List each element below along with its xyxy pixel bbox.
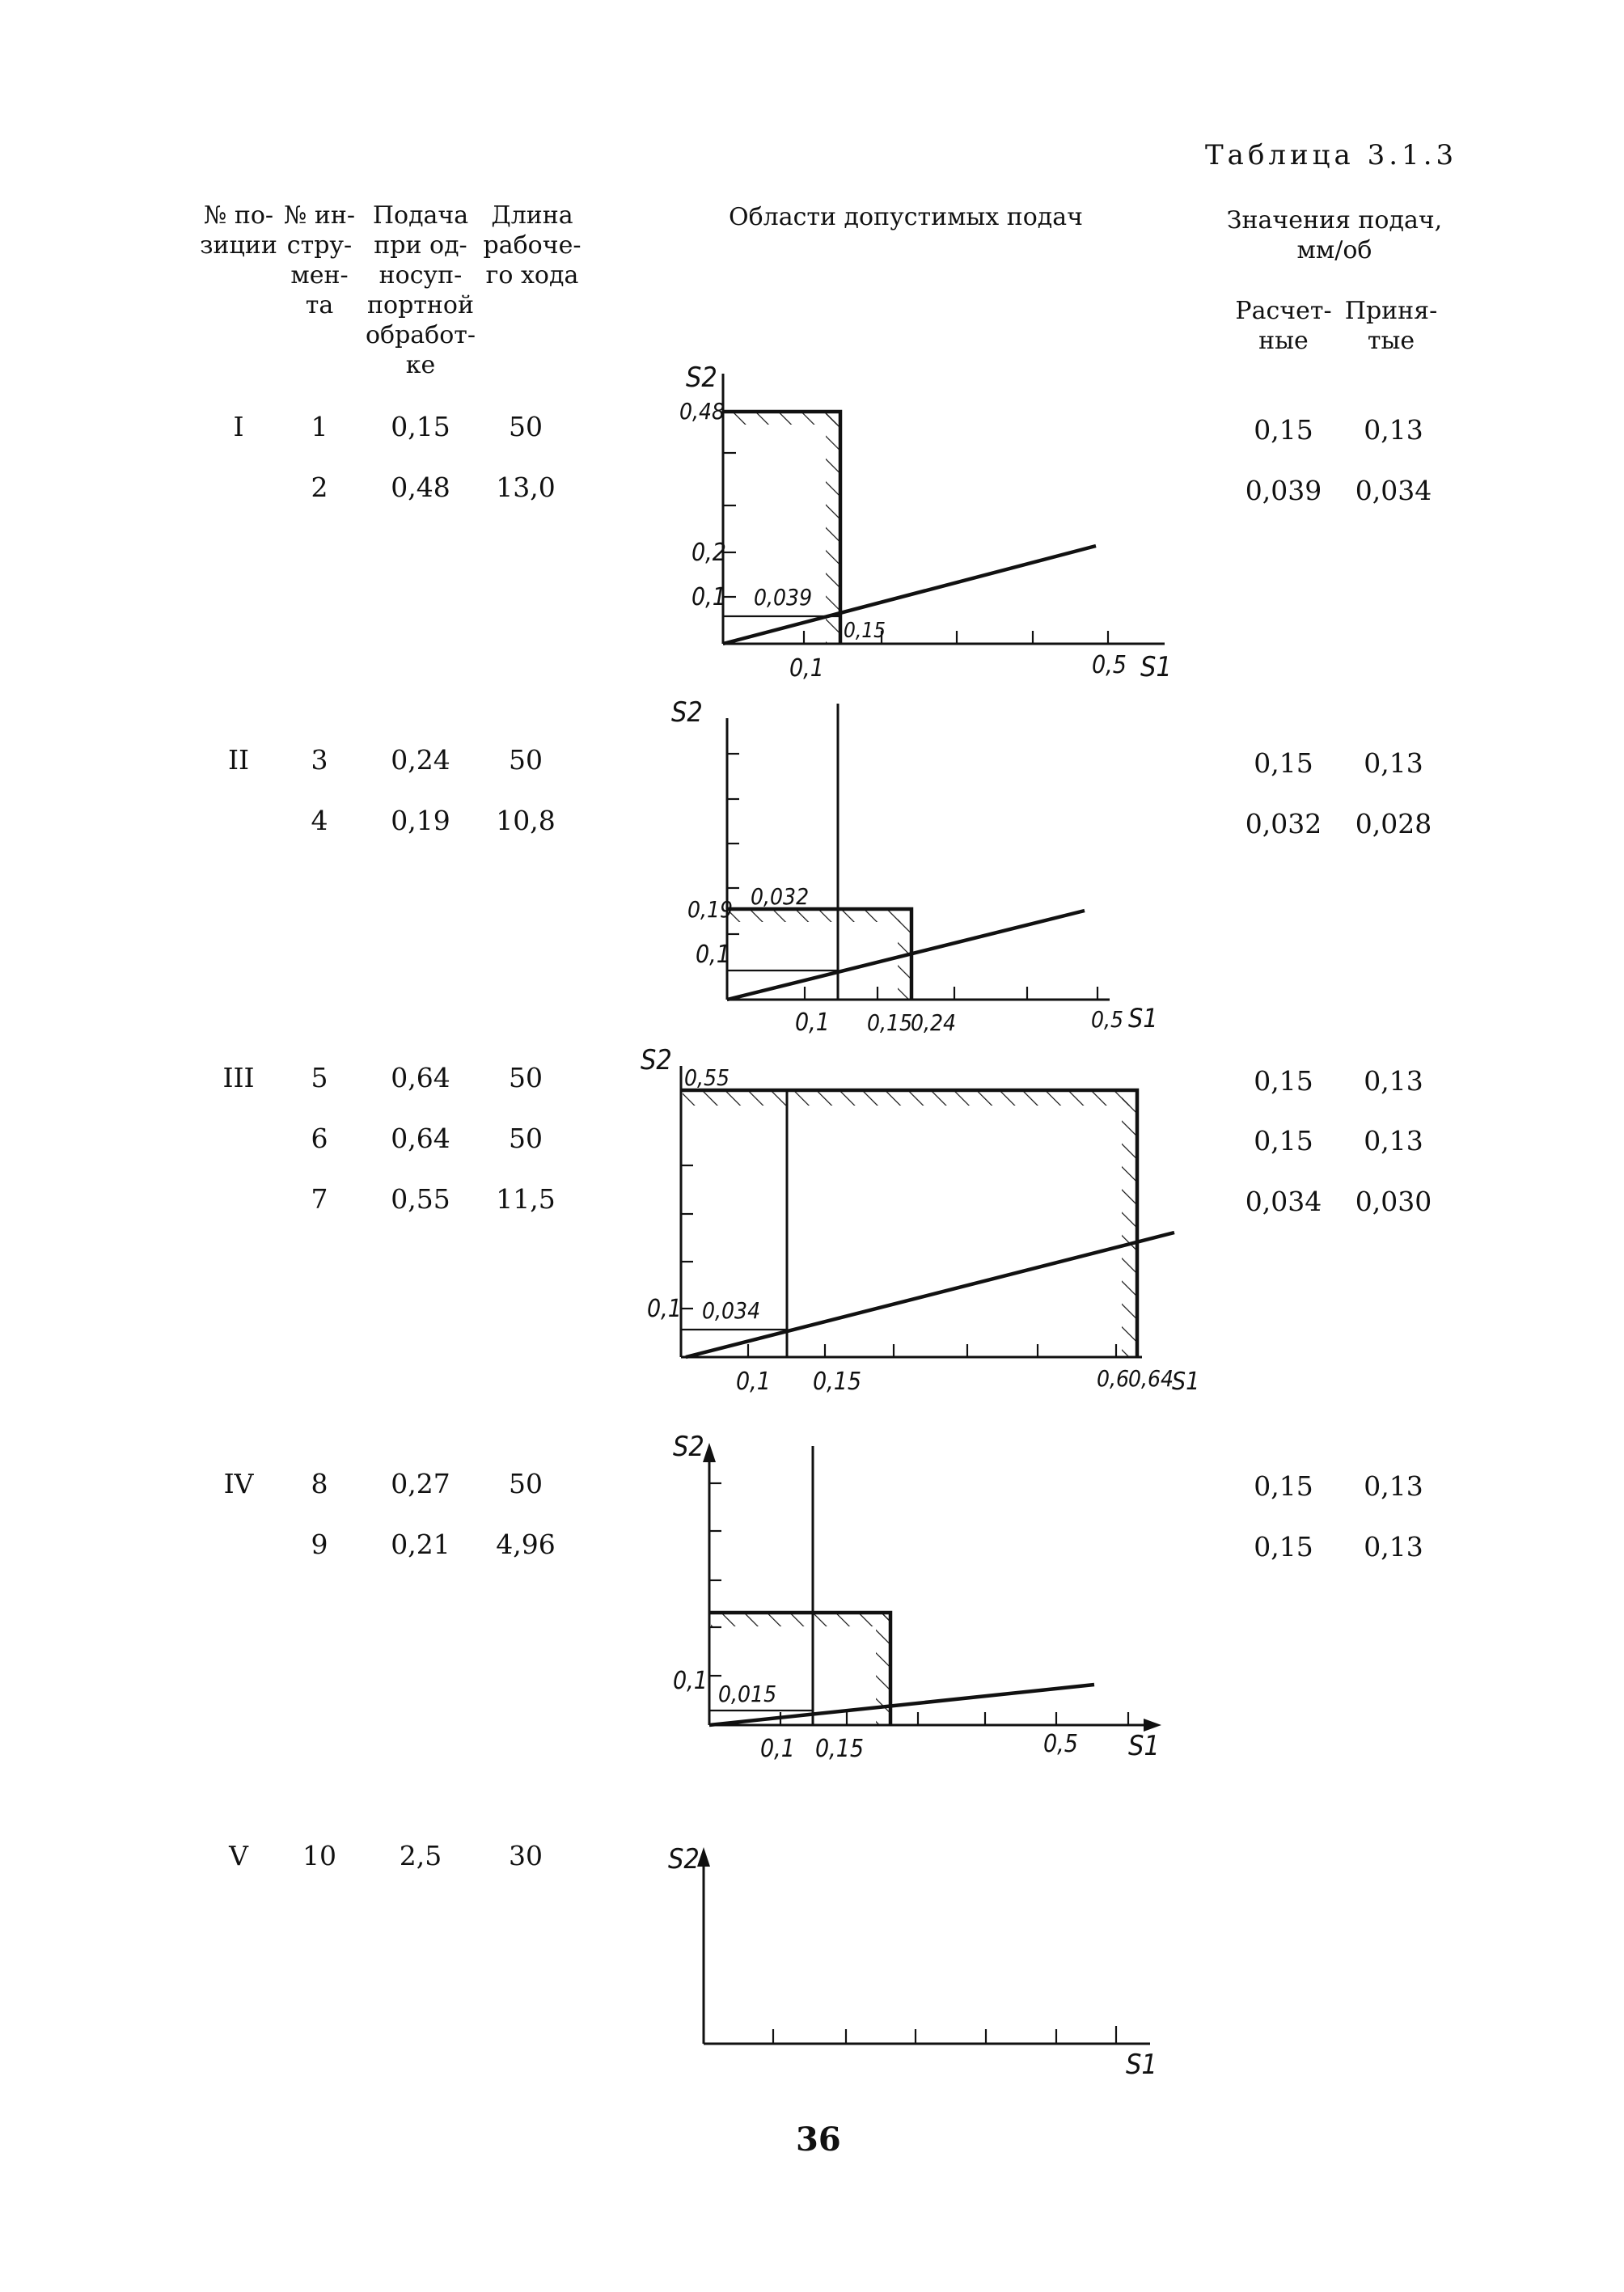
header-line: № ин- — [283, 201, 356, 230]
x-tick-label: 0,1 — [760, 1735, 795, 1763]
page-number: 36 — [796, 2121, 841, 2159]
y-axis-label: S2 — [673, 1431, 704, 1463]
cell-accepted: 0,13 — [1364, 1065, 1423, 1097]
cell-length: 30 — [509, 1840, 543, 1871]
cell-position: III — [222, 1062, 255, 1093]
cell-feed: 0,15 — [391, 411, 450, 442]
header-line: № по- — [203, 201, 274, 230]
cell-feed: 0,48 — [391, 472, 450, 503]
cell-length: 50 — [509, 744, 543, 776]
x-axis-label: S1 — [1128, 1730, 1160, 1762]
header-line: при од- — [374, 231, 467, 260]
cell-calculated: 0,034 — [1245, 1186, 1322, 1217]
header-line: портной — [367, 291, 474, 319]
header-line: та — [305, 291, 334, 319]
cell-tool: 1 — [311, 411, 328, 442]
cell-accepted: 0,13 — [1364, 1125, 1423, 1157]
point-label: 0,034 — [702, 1297, 761, 1324]
y-tick-label: 0,55 — [684, 1064, 730, 1091]
y-tick-label: 0,1 — [696, 941, 730, 969]
cell-feed: 2,5 — [399, 1840, 442, 1871]
header-line: мм/об — [1296, 236, 1372, 264]
cell-tool: 10 — [302, 1840, 336, 1871]
cell-accepted: 0,030 — [1355, 1186, 1432, 1217]
cell-length: 11,5 — [496, 1183, 556, 1215]
x-tick-label: 0,24 — [911, 1009, 957, 1036]
cell-tool: 6 — [311, 1123, 328, 1154]
y-axis-label: S2 — [671, 696, 703, 729]
x-tick-label: 0,6 — [1097, 1365, 1130, 1392]
header-line: Подача — [372, 201, 469, 230]
cell-tool: 7 — [311, 1183, 328, 1215]
y-tick-label: 0,2 — [691, 539, 726, 567]
y-tick-label: 0,1 — [691, 583, 726, 611]
point-label: 0,039 — [754, 584, 813, 611]
header-line: рабоче- — [483, 231, 582, 260]
header-line: мен- — [290, 261, 349, 290]
cell-calculated: 0,15 — [1254, 1125, 1313, 1157]
cell-position: II — [227, 744, 250, 776]
header-line: го хода — [485, 261, 579, 290]
y-tick-label: 0,19 — [687, 896, 734, 923]
cell-accepted: 0,13 — [1364, 414, 1423, 446]
x-region-label: 0,15 — [844, 619, 886, 643]
y-axis-label: S2 — [686, 362, 717, 394]
cell-length: 50 — [509, 1062, 543, 1093]
table-title: Таблица 3.1.3 — [1205, 139, 1458, 171]
y-tick-label: 0,1 — [673, 1667, 708, 1695]
x-tick-label: 0,5 — [1091, 1006, 1124, 1033]
header-line: обработ- — [365, 321, 476, 349]
cell-tool: 2 — [311, 472, 328, 503]
header-line: Приня- — [1344, 297, 1438, 325]
x-tick-label: 0,64 — [1128, 1365, 1174, 1392]
cell-length: 10,8 — [496, 805, 556, 836]
cell-feed: 0,21 — [391, 1529, 450, 1560]
header-line: стру- — [286, 231, 353, 260]
cell-feed: 0,64 — [391, 1062, 450, 1093]
cell-accepted: 0,13 — [1364, 747, 1423, 779]
cell-accepted: 0,028 — [1355, 808, 1432, 839]
header-line: ке — [405, 351, 436, 379]
cell-length: 50 — [509, 411, 543, 442]
cell-calculated: 0,032 — [1245, 808, 1322, 839]
x-tick-label: 0,1 — [789, 654, 824, 683]
cell-tool: 4 — [311, 805, 328, 836]
cell-position: IV — [223, 1468, 254, 1499]
x-tick-label: 0,15 — [813, 1368, 862, 1396]
cell-accepted: 0,034 — [1355, 475, 1432, 506]
cell-calculated: 0,15 — [1254, 1065, 1313, 1097]
axes — [697, 1847, 1150, 2044]
cell-position: V — [229, 1840, 248, 1871]
y-axis-label: S2 — [641, 1044, 672, 1076]
header-line: Расчет- — [1235, 297, 1332, 325]
x-tick-label: 0,15 — [815, 1735, 865, 1763]
cell-calculated: 0,039 — [1245, 475, 1322, 506]
y-axis-label: S2 — [668, 1843, 700, 1875]
header-line: носуп- — [379, 261, 463, 290]
header-line: зиции — [200, 231, 277, 260]
cell-tool: 5 — [311, 1062, 328, 1093]
cell-tool: 8 — [311, 1468, 328, 1499]
cell-calculated: 0,15 — [1254, 1531, 1313, 1563]
x-ticks — [773, 2026, 1116, 2044]
cell-feed: 0,24 — [391, 744, 450, 776]
x-axis-label: S1 — [1140, 651, 1172, 683]
x-axis-label: S1 — [1128, 1003, 1158, 1034]
x-tick-label: 0,1 — [795, 1009, 830, 1037]
cell-length: 13,0 — [496, 472, 556, 503]
x-axis-label: S1 — [1126, 2049, 1157, 2081]
x-axis-label: S1 — [1172, 1368, 1200, 1396]
point-label: 0,032 — [751, 883, 810, 910]
cell-tool: 9 — [311, 1529, 328, 1560]
header-line: ные — [1258, 327, 1309, 355]
cell-position: I — [233, 411, 244, 442]
cell-tool: 3 — [311, 744, 328, 776]
cell-length: 50 — [509, 1468, 543, 1499]
cell-length: 4,96 — [496, 1529, 556, 1560]
header-regions: Области допустимых подач — [728, 203, 1084, 231]
cell-accepted: 0,13 — [1364, 1470, 1423, 1502]
cell-length: 50 — [509, 1123, 543, 1154]
x-tick-label: 0,5 — [1043, 1730, 1078, 1758]
point-label: 0,015 — [718, 1681, 777, 1707]
y-tick-label: 0,1 — [647, 1295, 682, 1323]
cell-feed: 0,19 — [391, 805, 450, 836]
cell-feed: 0,55 — [391, 1183, 450, 1215]
cell-calculated: 0,15 — [1254, 747, 1313, 779]
x-tick-label: 0,1 — [736, 1368, 771, 1396]
cell-feed: 0,27 — [391, 1468, 450, 1499]
y-tick-label: 0,48 — [679, 398, 725, 425]
header-line: Значения подач, — [1226, 206, 1443, 235]
x-tick-label: 0,15 — [867, 1009, 913, 1036]
header-line: тые — [1367, 327, 1415, 355]
cell-accepted: 0,13 — [1364, 1531, 1423, 1563]
x-tick-label: 0,5 — [1092, 651, 1127, 679]
cell-calculated: 0,15 — [1254, 1470, 1313, 1502]
header-line: Длина — [491, 201, 573, 230]
cell-feed: 0,64 — [391, 1123, 450, 1154]
cell-calculated: 0,15 — [1254, 414, 1313, 446]
